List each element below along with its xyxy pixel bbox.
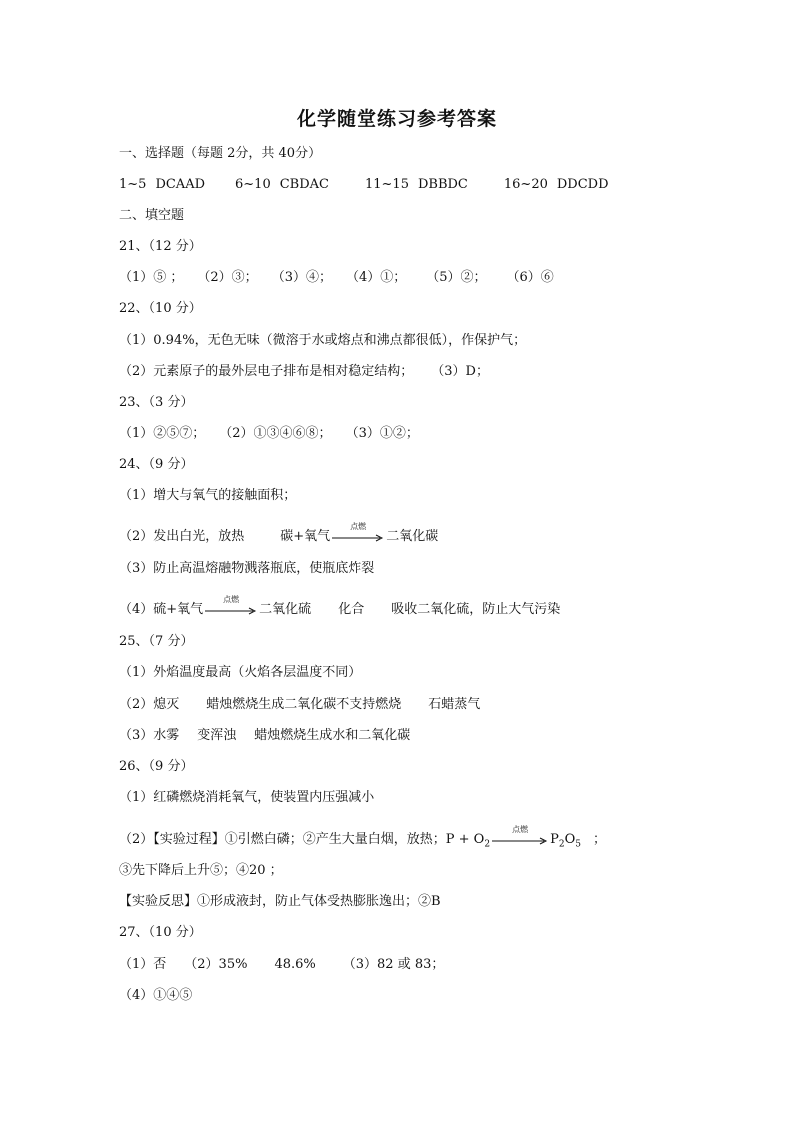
q21-heading: 21、（12 分）	[119, 239, 202, 254]
q21-item: （3）④；	[271, 270, 332, 285]
q24-product: 二氧化碳	[386, 529, 439, 544]
q25-part: 变浑浊	[197, 728, 237, 743]
q25-part: 蜡烛燃烧生成二氧化碳不支持燃烧	[206, 697, 402, 712]
subscript: 2	[558, 839, 565, 850]
q24-reactants: 碳+氧气	[280, 529, 331, 544]
q23-part3: （3）①②；	[345, 426, 419, 441]
q25-part: 石蜡蒸气	[428, 697, 481, 712]
q25-part: 蜡烛燃烧生成水和二氧化碳	[254, 728, 411, 743]
q21-answers	[119, 269, 554, 287]
q23-part1: （1）②⑤⑦；	[119, 426, 206, 441]
q25-line3	[119, 727, 410, 745]
q26-heading: 26、（9 分）	[119, 759, 194, 774]
q27-heading: 27、（10 分）	[119, 925, 202, 940]
q26-line4: 【实验反思】①形成液封，防止气体受热膨胀逸出；②B	[119, 894, 441, 909]
q25-part: （2）熄灭	[119, 697, 180, 712]
q22-line1: （1）0.94%，无色无味（微溶于水或熔点和沸点都很低），作保护气；	[119, 333, 527, 348]
answer-letters: DDCDD	[556, 177, 609, 192]
answer-range: 6~10	[235, 177, 271, 192]
reaction-arrow	[332, 521, 384, 544]
subscript: 5	[575, 839, 581, 850]
q21-item: （6）⑥	[506, 270, 554, 285]
formula-o: O	[564, 832, 576, 847]
q24-reaction-type: 化合	[338, 602, 365, 617]
section2-heading: 二、填空题	[119, 208, 185, 223]
q27-part: （2）35%	[184, 957, 248, 972]
q27-part: （1）否	[119, 957, 167, 972]
answer-range: 11~15	[365, 177, 409, 192]
q26-process: （2）【实验过程】①引燃白磷；②产生大量白烟，放热；P + O	[119, 832, 485, 847]
reaction-condition: 点燃	[350, 521, 367, 531]
q25-heading: 25、（7 分）	[119, 634, 194, 649]
reaction-arrow	[492, 824, 548, 847]
q27-line1	[119, 956, 444, 974]
q27-part: 48.6%	[274, 957, 316, 972]
reaction-condition: 点燃	[512, 824, 529, 834]
q21-item: （2）③；	[197, 270, 258, 285]
answer-range: 1~5	[119, 177, 147, 192]
q22-heading: 22、（10 分）	[119, 301, 202, 316]
q26-line3: ③先下降后上升⑤；④20 ；	[119, 863, 283, 878]
line-end: ；	[592, 832, 606, 847]
q24-line3: （3）防止高温熔融物溅落瓶底，使瓶底炸裂	[119, 561, 375, 576]
q27-line2: （4）①④⑤	[119, 988, 193, 1003]
formula-p: P	[550, 832, 559, 847]
q25-part: （3）水雾	[119, 728, 180, 743]
q24-line1: （1）增大与氧气的接触面积；	[119, 488, 297, 503]
answer-letters: DCAAD	[155, 177, 206, 192]
q23-heading: 23、（3 分）	[119, 395, 194, 410]
subscript: 2	[484, 839, 491, 850]
q24-heading: 24、（9 分）	[119, 457, 194, 472]
q24-product: 二氧化硫	[259, 602, 312, 617]
q25-line2	[119, 696, 480, 714]
arrow-icon	[492, 837, 548, 845]
arrow-icon	[205, 607, 257, 615]
page-title: 化学随堂练习参考答案	[296, 108, 497, 130]
q26-line2	[119, 824, 606, 854]
q24-reactants: （4）硫+氧气	[119, 602, 204, 617]
reaction-arrow	[205, 594, 257, 617]
arrow-icon	[332, 534, 384, 542]
section1-heading: 一、选择题（每题 2分，共 40分）	[119, 146, 322, 161]
q22-part3: （3）D；	[431, 364, 489, 379]
q25-line1: （1）外焰温度最高（火焰各层温度不同）	[119, 665, 362, 680]
q21-item: （5）②；	[426, 270, 487, 285]
answer-range: 16~20	[503, 177, 548, 192]
q22-part2: （2）元素原子的最外层电子排布是相对稳定结构；	[119, 364, 414, 379]
q23-answers	[119, 425, 419, 443]
q23-part2: （2）①③④⑥⑧；	[219, 426, 332, 441]
q27-part: （3）82 或 83；	[342, 957, 445, 972]
reaction-condition: 点燃	[223, 594, 240, 604]
q24-observation: （2）发出白光，放热	[119, 529, 245, 544]
answer-letters: DBBDC	[417, 177, 468, 192]
q22-line2	[119, 363, 489, 381]
q21-item: （4）①；	[345, 270, 407, 285]
q24-line2	[119, 521, 439, 546]
choice-answers-row	[119, 176, 609, 194]
answer-letters: CBDAC	[279, 177, 329, 192]
q26-line1: （1）红磷燃烧消耗氧气，使装置内压强减小	[119, 790, 375, 805]
q24-purpose: 吸收二氧化硫，防止大气污染	[391, 602, 561, 617]
q24-line4	[119, 594, 561, 619]
q21-item: （1）⑤ ；	[119, 270, 184, 285]
